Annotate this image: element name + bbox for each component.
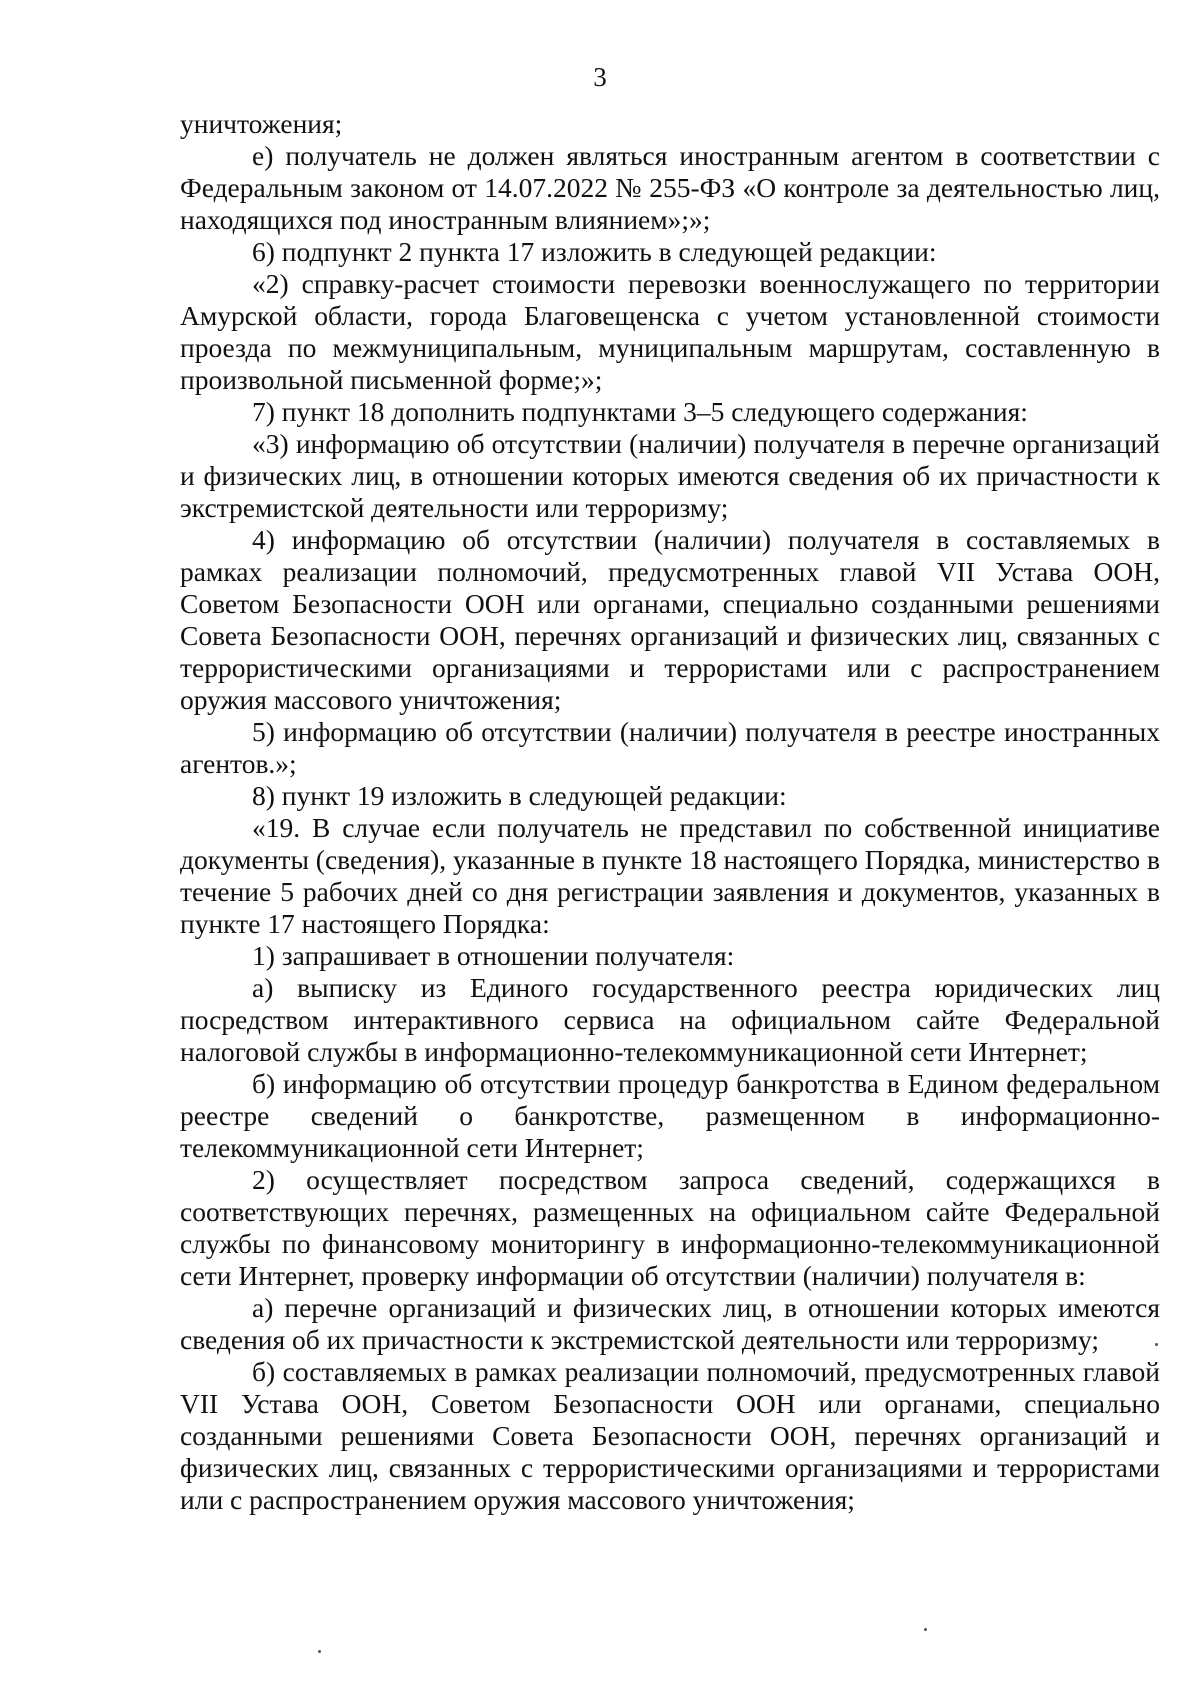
paragraph-subitem-4: 4) информацию об отсутствии (наличии) получателя в составляемых в рамках реализации полномочий, предусмотренных главой VII Устава ООН, Советом Безопасности ООН или органами, специально созданными решениями Совета Безопасности ООН, перечнях организаций и физических лиц, связанных с террористическими организациями и террористами или с распространением оружия массового уничтожения;: [180, 524, 1160, 715]
paragraph-19-1-a: а) выписку из Единого государственного реестра юридических лиц посредством интерактивного сервиса на официальном сайте Федеральной налоговой службы в информационно-телекоммуникационной сети Интернет;: [180, 972, 1160, 1067]
paragraph-subitem-5: 5) информацию об отсутствии (наличии) получателя в реестре иностранных агентов.»;: [180, 716, 1160, 779]
paragraph-19-2-a: а) перечне организаций и физических лиц, в отношении которых имеются сведения об их причастности к экстремистской деятельности или терроризму;: [180, 1292, 1160, 1355]
paragraph-19-1-b: б) информацию об отсутствии процедур банкротства в Едином федеральном реестре сведений о банкротстве, размещенном в информационно-телекоммуникационной сети Интернет;: [180, 1068, 1160, 1163]
scan-speck: [1155, 1343, 1158, 1346]
paragraph-item-7: 7) пункт 18 дополнить подпунктами 3–5 следующего содержания:: [252, 396, 1028, 427]
paragraph-19-subitem-1: 1) запрашивает в отношении получателя:: [252, 940, 735, 971]
paragraph-subitem-3: «3) информацию об отсутствии (наличии) получателя в перечне организаций и физических лиц, в отношении которых имеются сведения об их причастности к экстремистской деятельности или терроризму;: [180, 428, 1160, 523]
page-number: 3: [593, 62, 607, 92]
scan-speck: [318, 1650, 321, 1653]
paragraph-point-19: «19. В случае если получатель не представил по собственной инициативе документы (сведения), указанные в пункте 18 настоящего Порядка, министерство в течение 5 рабочих дней со дня регистрации заявления и документов, указанных в пункте 17 настоящего Порядка:: [180, 812, 1161, 939]
paragraph-subitem-2-calculation: «2) справку-расчет стоимости перевозки военнослужащего по территории Амурской области, города Благовещенска с учетом установленной стоимости проезда по межмуниципальным, муниципальным маршрутам, составленную в произвольной письменной форме;»;: [180, 268, 1160, 395]
paragraph-19-subitem-2: 2) осуществляет посредством запроса сведений, содержащихся в соответствующих перечнях, размещенных на официальном сайте Федеральной службы по финансовому мониторингу в информационно-телекоммуникационной сети Интернет, проверку информации об отсутствии (наличии) получателя в:: [180, 1164, 1160, 1291]
scan-speck: [924, 1628, 927, 1631]
paragraph-e-foreign-agent: е) получатель не должен являться иностранным агентом в соответствии с Федеральным законом от 14.07.2022 № 255-ФЗ «О контроле за деятельностью лиц, находящихся под иностранным влиянием»;»;: [180, 140, 1160, 235]
paragraph-continuation: уничтожения;: [180, 108, 343, 139]
paragraph-item-8: 8) пункт 19 изложить в следующей редакции:: [252, 780, 787, 811]
paragraph-item-6: 6) подпункт 2 пункта 17 изложить в следующей редакции:: [252, 236, 937, 267]
document-body: [180, 108, 1160, 1516]
paragraph-19-2-b: б) составляемых в рамках реализации полномочий, предусмотренных главой VII Устава ООН, Советом Безопасности ООН или органами, специально созданными решениями Совета Безопасности ООН, перечнях организаций и физических лиц, связанных с террористическими организациями и террористами или с распространением оружия массового уничтожения;: [180, 1356, 1160, 1515]
